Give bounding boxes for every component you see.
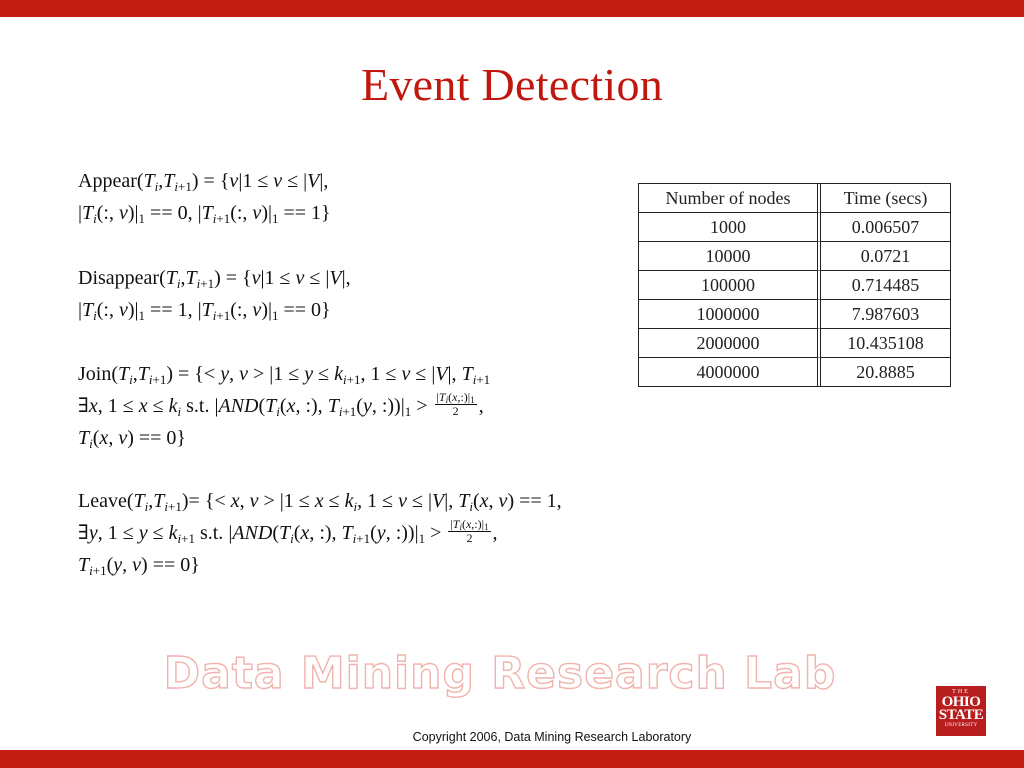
lab-watermark: Data Mining Research Lab xyxy=(163,648,837,699)
cell-time: 0.0721 xyxy=(821,242,950,271)
cell-nodes: 100000 xyxy=(639,271,821,300)
cell-time: 0.714485 xyxy=(821,271,950,300)
table-header-row xyxy=(639,184,950,213)
leave-definition: $Leave(T_i,T_{i+1})=$ {< x, $v > |1 \le x \le k_i$, 1 ≤ v ≤ |V|, $T_i(x$, v) == 1, ∃y, $1 \le y \le k_{i+1}$ s.t. $|AND(T_i(x$, :), $T_{i+1}(y$, $:))|_1$ > $\frac{|T_i(x,:)|_1}{2}$ , $T_{i+1}(y$, v) == 0} xyxy=(78,490,562,578)
join-definition: $Join(T_i,T_{i+1})$ = {< y, $v > |1 \le y \le k_{i+1}$, 1 ≤ v ≤ |V|, $T_{i+1}$ ∃x, $1 \le x \le k_i$ s.t. $|AND(T_i(x$, :), $T_{i+1}(y$, $:))|_1$ > $\frac{|T_i(x,:)|_1}{2}$ , $T_i(x$, v) == 0} xyxy=(78,363,491,451)
appear-definition: $Appear(T_i,T_{i+1}) = \{v|1 \le v \le |V|$, $|T_i$(:, $v)|_1 == 0$, $|T_{i+1}$(:, $v)|_1 == 1$} xyxy=(78,170,331,226)
copyright-text: Copyright 2006, Data Mining Research Laboratory xyxy=(412,730,692,744)
table-row xyxy=(639,213,950,242)
disappear-label: Disappear xyxy=(78,267,160,289)
cell-nodes: 10000 xyxy=(639,242,821,271)
leave-fraction: $\frac{|T_i(x,:)|_1}{2}$ xyxy=(450,516,489,545)
cell-nodes: 1000000 xyxy=(639,300,821,329)
table-row xyxy=(639,329,950,358)
table-row xyxy=(639,358,950,386)
disappear-definition: $Disappear(T_i,T_{i+1}) = \{v|1 \le v \le |V|$, $|T_i$(:, $v)|_1 == 1$, $|T_{i+1}$(:, $v)|_1 == 0$} xyxy=(78,267,351,323)
top-red-bar xyxy=(0,0,1024,17)
ohio-state-logo xyxy=(936,686,986,736)
bottom-red-bar xyxy=(0,750,1024,768)
logo-ohio: OHIO xyxy=(941,694,981,710)
header-time: Time (secs) xyxy=(821,184,950,213)
join-label: Join xyxy=(78,363,112,385)
cell-nodes: 1000 xyxy=(639,213,821,242)
cell-time: 7.987603 xyxy=(821,300,950,329)
logo-state: STATE xyxy=(938,707,984,723)
cell-nodes: 4000000 xyxy=(639,358,821,386)
slide-title: Event Detection xyxy=(360,59,664,110)
leave-label: Leave xyxy=(78,490,127,512)
cell-time: 0.006507 xyxy=(821,213,950,242)
logo-the: THE xyxy=(952,689,970,695)
appear-label: Appear xyxy=(78,170,137,192)
table-row xyxy=(639,242,950,271)
join-st: s.t. xyxy=(186,395,210,417)
cell-nodes: 2000000 xyxy=(639,329,821,358)
logo-university: UNIVERSITY xyxy=(944,723,978,728)
join-fraction: $\frac{|T_i(x,:)|_1}{2}$ xyxy=(436,389,475,418)
timing-table xyxy=(638,183,951,387)
cell-time: 10.435108 xyxy=(821,329,950,358)
cell-time: 20.8885 xyxy=(856,361,915,382)
leave-st: s.t. xyxy=(199,522,224,544)
table-row xyxy=(639,271,950,300)
table-row xyxy=(639,300,950,329)
header-nodes: Number of nodes xyxy=(639,184,821,213)
